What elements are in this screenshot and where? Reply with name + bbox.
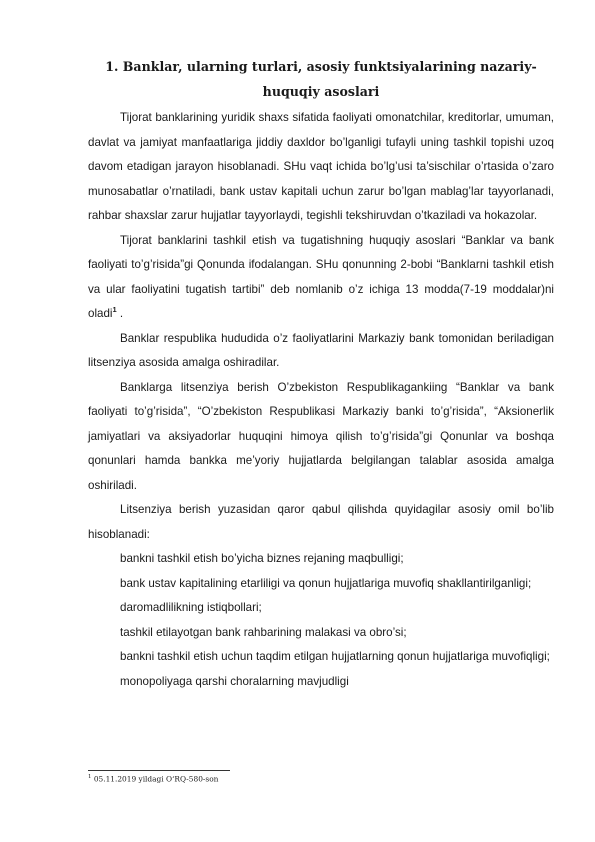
footnote-number: 1 xyxy=(88,774,92,780)
footnote-reference[interactable]: 1 xyxy=(112,305,117,315)
paragraph-2-end: . xyxy=(116,307,124,320)
heading-line-1: 1. Banklar, ularning turlari, asosiy funktsiyalarining nazariy- xyxy=(105,59,537,74)
paragraph-2-text: Tijorat banklarini tashkil etish va tugatishning huquqiy asoslari “Banklar va bank faoliyati to’g’risida”gi Qonunda ifodalangan. SHu qonunning 2-bobi “Banklarni tashkil etish va ular faoliyatini tugatish tartibi” deb nomlanib o’z ichiga 13 modda(7-19 moddalar)ni oladi xyxy=(88,233,554,320)
list-item-6: monopoliyaga qarshi choralarning mavjudligi xyxy=(120,674,349,688)
paragraph-1: Tijorat banklarining yuridik shaxs sifatida faoliyati omonatchilar, kreditorlar, umuman, davlat va jamiyat manfaatlariga jiddiy daxldor bo’lganligi tufayli uning tashkil topishi uzoq davom etadigan jarayon hisoblanadi. SHu vaqt ichida bo’lg’usi ta’sischilar o’rtasida o’zaro munosabatlar o’rnatiladi, bank ustav kapitali uchun zarur bo’lgan mablag’lar tayyorlanadi, rahbar shaxslar zarur hujjatlar tayyorlaydi, tegishli tekshiruvdan o’tkaziladi va hokazolar. xyxy=(88,111,554,222)
list-item-4: tashkil etilayotgan bank rahbarining malakasi va obro’si; xyxy=(120,625,407,639)
list-item-5: bankni tashkil etish uchun taqdim etilgan hujjatlarning qonun hujjatlariga muvofiqligi; xyxy=(120,650,550,663)
paragraph-3: Banklar respublika hududida o’z faoliyatlarini Markaziy bank tomonidan beriladigan litsenziya asosida amalga oshiradilar. xyxy=(88,331,554,369)
footnote-text: 05.11.2019 yildagi O‘RQ-580-son xyxy=(91,774,219,784)
paragraph-2 xyxy=(88,229,554,327)
footnote xyxy=(88,774,218,783)
list-item-3: daromadlilikning istiqbollari; xyxy=(120,601,262,614)
body-text xyxy=(88,106,554,694)
list-item-2: bank ustav kapitalining etarliligi va qonun hujjatlariga muvofiq shakllantirilganligi; xyxy=(120,576,532,590)
paragraph-4: Banklarga litsenziya berish O’zbekiston Respublikagankiing “Banklar va bank faoliyati to’g’risida”, “O’zbekiston Respublikasi Markaziy banki to’g’risida”, “Aksionerlik jamiyatlari va aksiyadorlar huquqini himoya qilish to’g’risida”gi Qonunlar va boshqa qonunlari hamda bankka me’yoriy hujjatlarda belgilangan talablar asosida amalga oshiriladi. xyxy=(88,380,554,492)
section-heading xyxy=(88,55,554,104)
footnote-divider xyxy=(88,770,230,771)
heading-line-2: huquqiy asoslari xyxy=(262,83,380,99)
paragraph-5: Litsenziya berish yuzasidan qaror qabul qilishda quyidagilar asosiy omil bo’lib hisoblanadi: xyxy=(88,503,554,541)
list-item-1: bankni tashkil etish bo’yicha biznes rejaning maqbulligi; xyxy=(120,552,404,565)
